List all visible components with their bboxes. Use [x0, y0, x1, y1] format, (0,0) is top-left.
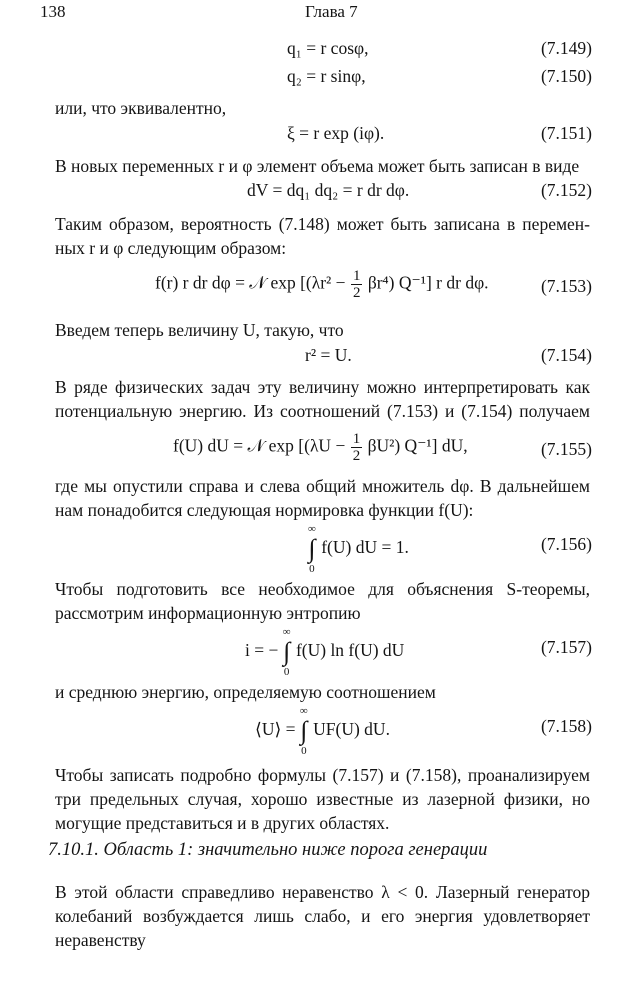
- fraction: [351, 268, 363, 301]
- section-heading: 7.10.1. Область 1: значительно ниже порога генерации: [48, 840, 488, 860]
- equation-left: ⟨U⟩ =: [255, 719, 296, 740]
- equation-number-7-156: (7.156): [540, 534, 592, 554]
- paragraph-line: В этой области справедливо неравенство λ < 0. Лазерный генератор: [55, 882, 590, 902]
- integral-sign: [300, 704, 308, 758]
- integral-symbol: ∫: [300, 716, 308, 745]
- equation-left: i = −: [245, 640, 279, 661]
- upper-limit: ∞: [282, 626, 291, 638]
- fraction-denominator: 2: [352, 448, 361, 464]
- paragraph-line: потенциальную энергию. Из соотношений (7.153) и (7.154) получаем: [55, 401, 590, 421]
- lower-limit: 0: [309, 563, 315, 575]
- integral-symbol: ∫: [283, 637, 291, 666]
- equation-number-7-154: (7.154): [540, 345, 592, 365]
- paragraph-line: ных r и φ следующим образом:: [55, 238, 287, 258]
- lower-limit: 0: [301, 745, 307, 757]
- equation-left: f(r) r dr dφ = 𝒩 exp [(λr² −: [155, 272, 346, 293]
- equation-number-7-153: (7.153): [540, 276, 592, 296]
- integral-sign: [308, 522, 316, 576]
- equation-7-156: [308, 522, 409, 576]
- equation-7-158: [255, 704, 390, 758]
- equation-7-151: ξ = r exp (iφ).: [287, 123, 385, 143]
- paragraph-line: могущие представиться и в других областях.: [55, 813, 390, 833]
- equation-number-7-150: (7.150): [540, 66, 592, 86]
- integrand: UF(U) dU.: [313, 719, 390, 740]
- equation-7-150: q₂ = r sinφ,: [287, 66, 366, 86]
- integral-sign: [283, 625, 291, 679]
- upper-limit: ∞: [299, 705, 308, 717]
- paragraph-line: Чтобы подготовить все необходимое для объяснения S-теоремы,: [55, 579, 590, 599]
- equation-left: f(U) dU = 𝒩 exp [(λU −: [173, 435, 346, 456]
- lower-limit: 0: [283, 666, 290, 678]
- equation-7-155: [173, 431, 468, 464]
- paragraph-line: где мы опустили справа и слева общий множитель dφ. В дальнейшем: [55, 476, 590, 496]
- paragraph-line: или, что эквивалентно,: [55, 98, 227, 118]
- equation-right: βU²) Q⁻¹] dU,: [367, 435, 468, 456]
- paragraph-line: колебаний возбуждается лишь слабо, и его энергия удовлетворяет: [55, 906, 590, 926]
- equation-number-7-158: (7.158): [540, 716, 592, 736]
- equation-number-7-151: (7.151): [540, 123, 592, 143]
- fraction-numerator: 1: [352, 431, 361, 447]
- paragraph-line: три предельных случая, хорошо известные из лазерной физики, но: [55, 789, 590, 809]
- equation-7-157: [245, 625, 404, 679]
- paragraph-line: нам понадобится следующая нормировка функции f(U):: [55, 500, 474, 520]
- integral-symbol: ∫: [308, 534, 316, 563]
- fraction-numerator: 1: [352, 268, 361, 284]
- paragraph-line: и среднюю энергию, определяемую соотношением: [55, 682, 436, 702]
- paragraph-line: Чтобы записать подробно формулы (7.157) и (7.158), проанализируем: [55, 765, 590, 785]
- paragraph-line: неравенству: [55, 930, 146, 950]
- fraction: [351, 431, 363, 464]
- equation-number-7-155: (7.155): [540, 439, 592, 459]
- equation-7-152: dV = dq₁ dq₂ = r dr dφ.: [247, 180, 410, 200]
- equation-number-7-157: (7.157): [540, 637, 592, 657]
- equation-number-7-152: (7.152): [540, 180, 592, 200]
- paragraph-line: Таким образом, вероятность (7.148) может быть записана в перемен-: [55, 214, 590, 234]
- upper-limit: ∞: [308, 523, 316, 535]
- page-number: 138: [40, 2, 66, 21]
- paragraph-line: Введем теперь величину U, такую, что: [55, 320, 344, 340]
- equation-7-154: r² = U.: [305, 345, 352, 365]
- paragraph-line: В новых переменных r и φ элемент объема может быть записан в виде: [55, 156, 580, 176]
- equation-7-153: [155, 268, 489, 301]
- integrand: f(U) dU = 1.: [321, 537, 409, 558]
- integrand: f(U) ln f(U) dU: [295, 640, 405, 661]
- equation-right: βr⁴) Q⁻¹] r dr dφ.: [367, 272, 489, 293]
- paragraph-line: В ряде физических задач эту величину можно интерпретировать как: [55, 377, 590, 397]
- chapter-header: Глава 7: [305, 2, 358, 21]
- equation-number-7-149: (7.149): [540, 38, 592, 58]
- fraction-denominator: 2: [352, 285, 361, 301]
- paragraph-line: рассмотрим информационную энтропию: [55, 603, 361, 623]
- equation-7-149: q₁ = r cosφ,: [287, 38, 369, 58]
